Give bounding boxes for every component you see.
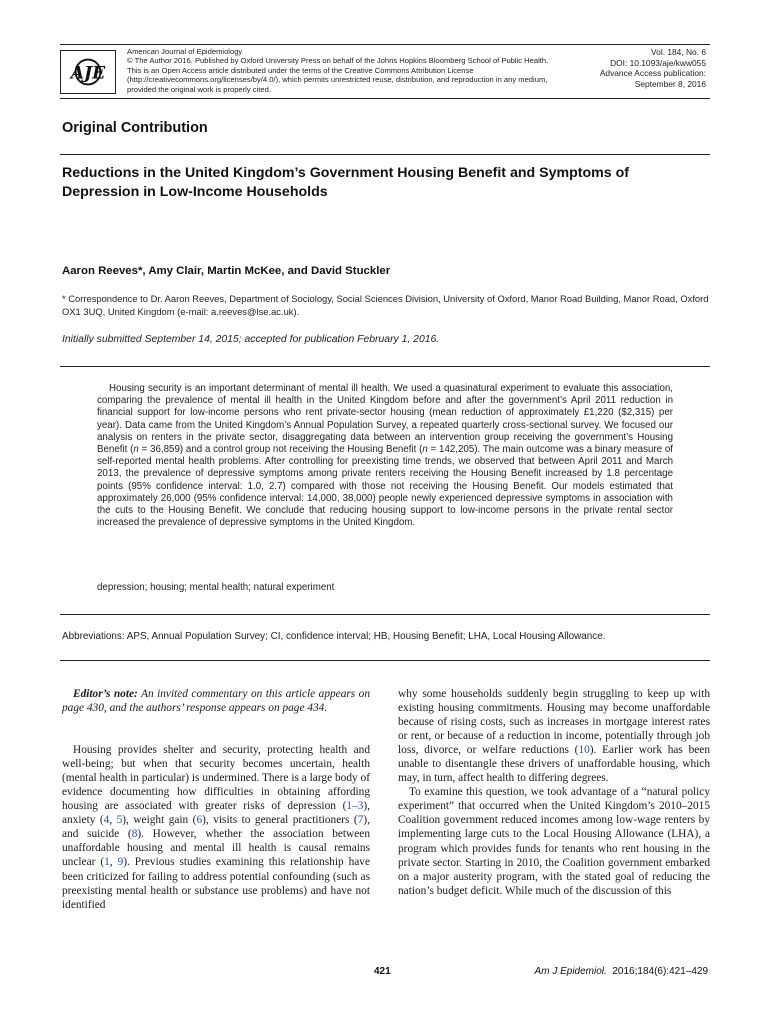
- abbreviations: Abbreviations: APS, Annual Population Survey; CI, confidence interval; HB, Housing Benefit; LHA, Local Housing Allowance.: [62, 631, 606, 642]
- header-top-rule: [60, 44, 710, 45]
- doi[interactable]: DOI: 10.1093/aje/kww055: [610, 57, 706, 68]
- abstract-n-symbol-2: n: [422, 444, 428, 456]
- abstract-n-symbol-1: n: [133, 444, 139, 456]
- submission-dates: Initially submitted September 14, 2015; accepted for publication February 1, 2016.: [62, 334, 440, 345]
- license-line-3: provided the original work is properly cited.: [127, 84, 271, 94]
- abbreviations-rule: [60, 660, 710, 661]
- author-list: Aaron Reeves*, Amy Clair, Martin McKee, and David Stuckler: [62, 265, 391, 277]
- abstract-top-rule: [60, 366, 710, 367]
- abstract-bottom-rule: [60, 614, 710, 615]
- section-rule: [60, 154, 710, 155]
- ref-link[interactable]: 10: [578, 744, 590, 757]
- journal-name: American Journal of Epidemiology: [127, 47, 243, 56]
- header-bottom-rule: [60, 98, 710, 99]
- abstract-text-2: = 36,859) and a control group not receiving the Housing Benefit (: [138, 444, 423, 456]
- ref-link[interactable]: 5: [116, 814, 123, 827]
- ref-link[interactable]: 6: [196, 814, 203, 827]
- volume-issue: Vol. 184, No. 6: [651, 47, 706, 57]
- citation-range: 2016;184(6):421–429: [612, 966, 708, 977]
- license-line-2: (http://creativecommons.org/licenses/by/4.0/), which permits unrestricted reuse, distribution, and reproduction in any medium,: [127, 75, 548, 85]
- editors-note-text: An invited commentary on this article appears on page 430, and the authors’ response appears on page 434.: [62, 688, 370, 715]
- editors-note: [62, 687, 370, 715]
- body-paragraph: Housing provides shelter and security, protecting health and well-being; but when that security becomes uncertain, health (mental health in particular) is undermined. There is a large body of evidence documenting how difficulties in obtaining affording housing are associated with greater risks of depression (1–3), anxiety (4, 5), weight gain (6), visits to general practitioners (7), and suicide (8). However, whether the association between unaffordable housing and mental ill health is causal remains unclear (1, 9). Previous studies examining this relationship have been criticized for failing to address potential confounding (such as preexisting mental health or substance use problems) and have not identified: [62, 744, 371, 911]
- page-number: 421: [374, 966, 391, 977]
- article-title: Reductions in the United Kingdom’s Government Housing Benefit and Symptoms of Depression in Low-Income Households: [62, 165, 630, 200]
- section-label: Original Contribution: [62, 120, 208, 136]
- editors-note-label: Editor’s note:: [73, 688, 138, 700]
- correspondence-note: * Correspondence to Dr. Aaron Reeves, Department of Sociology, Social Sciences Division, University of Oxford, Manor Road Building, Manor Road, Oxford OX1 3UQ, United Kingdom (e-mail: a.reeves@lse.ac.uk).: [62, 293, 709, 318]
- keywords: depression; housing; mental health; natural experiment: [97, 582, 335, 593]
- body-column-left: [62, 687, 370, 912]
- body-paragraph: To examine this question, we took advantage of a “natural policy experiment” that occurred when the United Kingdom’s 2010–2015 Coalition government reduced incomes among low-wage renters by implementing large cuts to the Local Housing Allowance (LHA), a program which provides funds for tenants who rent housing in the private sector. Starting in 2010, the Coalition government embarked on a major austerity program, with the stated goal of reducing the nation’s budget deficit. While much of the discussion of this: [398, 786, 710, 897]
- ref-link[interactable]: 9: [117, 856, 124, 869]
- logo-text: AJE: [70, 63, 106, 84]
- journal-abbrev: Am J Epidemiol.: [534, 966, 607, 977]
- ref-link[interactable]: 8: [131, 828, 138, 841]
- aje-logo: [60, 50, 116, 94]
- ref-link[interactable]: 7: [357, 814, 364, 827]
- article-meta: [536, 47, 706, 90]
- license-line-1: This is an Open Access article distributed under the terms of the Creative Commons Attribution License: [127, 65, 474, 75]
- abstract-text-3: = 142,205). The main outcome was a binary measure of self-reported mental health problems. After controlling for preexisting time trends, we observed that between April 2011 and March 2013, the prevalence of depressive symptoms among private renters receiving the Housing Benefit increased by 1.8 percentage points (95% confidence interval: 1.0, 2.7) compared with those not receiving the Housing Benefit. Our models estimated that approximately 26,000 (95% confidence interval: 14,000, 38,000) people newly experienced depressive symptoms in association with the cuts to the Housing Benefit. We conclude that reducing housing support to low-income persons in the private rental sector increased the prevalence of depressive symptoms in the United Kingdom.: [97, 444, 673, 529]
- journal-copyright-block: [127, 47, 567, 94]
- abstract-text-1: Housing security is an important determinant of mental ill health. We used a quasinatural experiment to evaluate this association, comparing the prevalence of mental ill health in the United Kingdom before and after the government’s April 2011 reduction in financial support for low-income persons who rent private-sector housing (mean reduction of approximately £1,220 ($2,315) per year). Data came from the United Kingdom’s Annual Population Survey, a repeated quarterly cross-sectional survey. We focused our analysis on renters in the private sector, disaggregating data between an intervention group receiving the government’s Housing Benefit (: [97, 383, 673, 456]
- body-paragraph: why some households suddenly begin struggling to keep up with existing housing commitments. Housing may become unaffordable because of rising costs, such as increases in mortgage interest rates or rent, or because of a reduction in income, potentially through job loss, divorce, or welfare reductions (10). Earlier work has been unable to disentangle these drivers of unaffordable housing, which may, in turn, affect health to differing degrees.: [398, 688, 710, 785]
- advance-access-label: Advance Access publication:: [599, 68, 706, 79]
- publication-date: September 8, 2016: [634, 79, 706, 90]
- ref-link[interactable]: 1: [104, 856, 110, 869]
- ref-link[interactable]: 1–3: [346, 800, 364, 813]
- ref-link[interactable]: 4: [103, 814, 110, 827]
- abstract: [97, 383, 673, 529]
- footer-citation: [535, 966, 708, 977]
- aje-logo-icon: [61, 51, 115, 93]
- copyright-line: © The Author 2016. Published by Oxford University Press on behalf of the Johns Hopkins Bloomberg School of Public Health.: [127, 56, 549, 66]
- body-column-right: [398, 687, 710, 898]
